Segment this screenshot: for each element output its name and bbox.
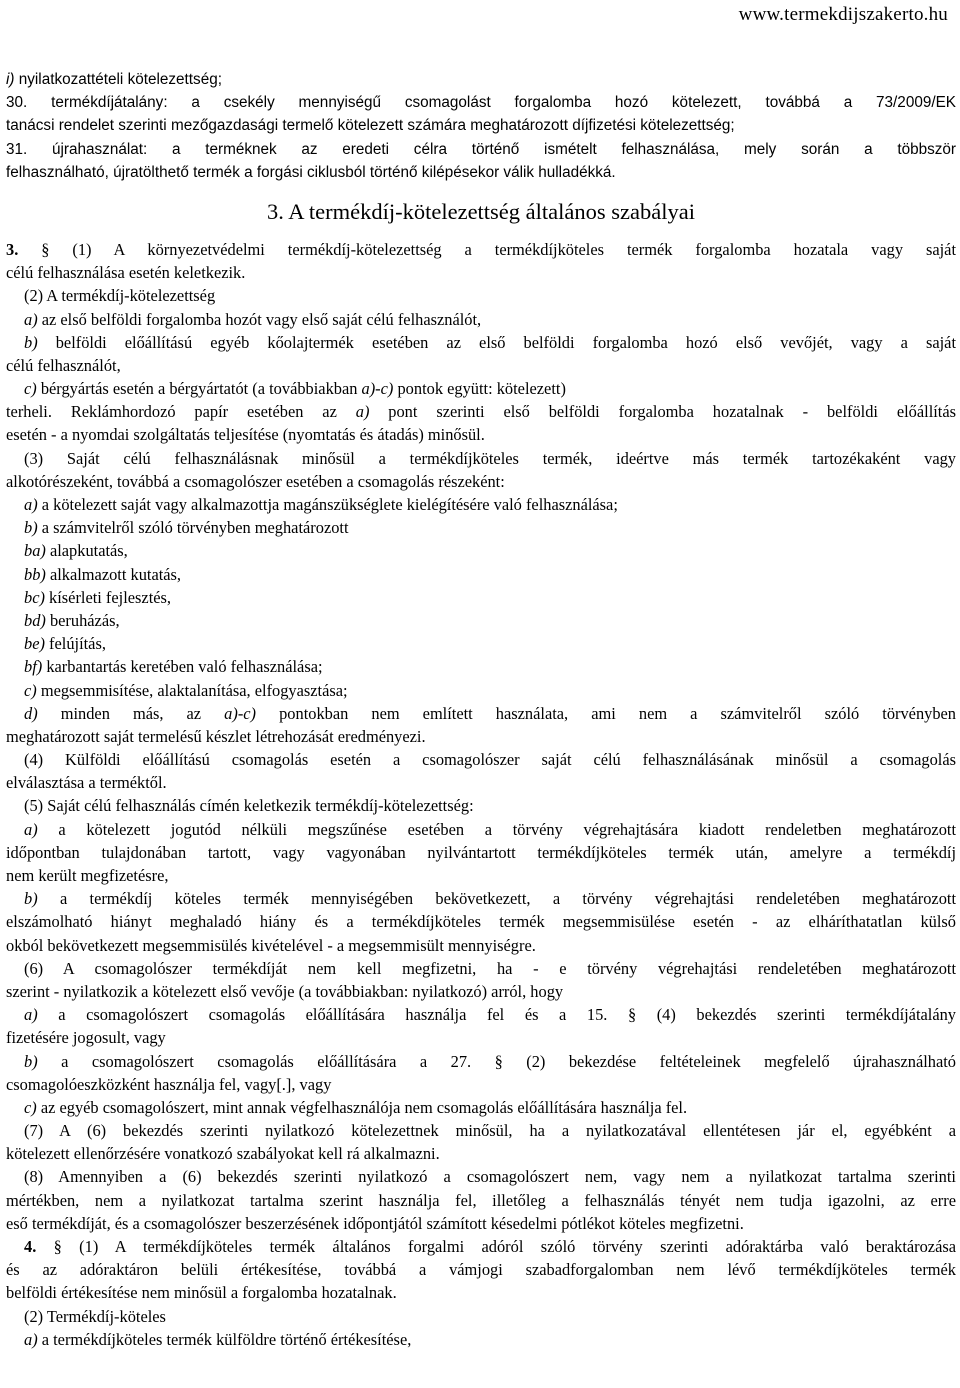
item-label: bc) (24, 587, 45, 607)
text-line (6, 1189, 956, 1212)
line-text: alapkutatás, (45, 541, 128, 561)
line-text: pontok együtt: kötelezett) (393, 379, 566, 399)
line-text: a csomagolószert csomagolás előállítására használja fel és a 15. § (4) bekezdés szerinti termékdíjátalány (37, 1005, 956, 1025)
text-line (6, 308, 956, 331)
text-line (6, 400, 956, 423)
line-text: nem került megfizetésre, (6, 866, 169, 885)
text-line (6, 1165, 956, 1188)
line-text: a termékdíjköteles termék külföldre történő értékesítése, (37, 1329, 412, 1349)
line-text: kísérleti fejlesztés, (44, 587, 172, 607)
text-line (6, 1096, 956, 1119)
line-text: okból bekövetkezett megsemmisülés kivételével - a megsemmisült mennyiségre. (6, 935, 536, 955)
item-label: b) (24, 1051, 38, 1071)
item-label: c) (24, 379, 37, 399)
line-text: esetén - a nyomdai szolgáltatás teljesítése (nyomtatás és átadás) minősül. (6, 425, 485, 445)
item-label: a)-c) (224, 703, 257, 723)
item-label: ba) (24, 541, 46, 561)
text-line (6, 1050, 956, 1073)
text-line (6, 563, 956, 586)
text-line (6, 980, 956, 1003)
line-text: elszámolható hiányt meghaladó hiány és a termékdíjköteles termék megsemmisülése esetén - az elháríthatatlan külső (6, 912, 956, 932)
item-label: b) (24, 332, 38, 352)
line-text: a kötelezett saját vagy alkalmazottja magánszükséglete kielégítésére való felhasználása; (37, 495, 618, 514)
item-label: bd) (24, 610, 46, 630)
item-label: b) (24, 889, 38, 909)
line-text: pontokban nem említett használata, ami nem a számvitelről szóló törvényben (256, 703, 957, 723)
text-line (6, 284, 956, 307)
line-text: (3) Saját célú felhasználásnak minősül a termékdíjköteles termék, ideértve más termék tartozékaként vagy (24, 448, 956, 468)
text-line (6, 1328, 956, 1351)
line-text: megsemmisítése, alaktalanítása, elfogyasztása; (36, 680, 348, 700)
text-line (6, 354, 956, 377)
line-text: időpontban tulajdonában tartott, vagy vagyonában nyilvántartott termékdíjköteles termék után, amelyre a termékdíj (6, 842, 956, 862)
text-line (6, 748, 956, 771)
line-text: a számvitelről szóló törvényben meghatározott (37, 518, 349, 538)
text-line (6, 910, 956, 933)
line-text: alkotórészeként, továbbá a csomagolószer esetében a csomagolás részeként: (6, 471, 505, 491)
item-label: bf) (24, 657, 43, 677)
definition-30-cont: tanácsi rendelet szerinti mezőgazdasági termelő kötelezett számára meghatározott díjfizetési kötelezettség; (6, 117, 735, 135)
line-text: mértékben, nem a nyilatkozat tartalma szerint használja fel, illetőleg a felhasználás tényét nem tudja igazolni, az erre (6, 1190, 956, 1210)
text-line (6, 887, 956, 910)
text-line (6, 655, 956, 678)
line-text: § (1) A környezetvédelmi termékdíj-kötelezettség a termékdíjköteles termék forgalomba hozatala vagy saját (18, 239, 956, 259)
text-line (6, 609, 956, 632)
line-text: meghatározott saját termelésű készlet létrehozását eredményezi. (6, 726, 426, 746)
line-text: a termékdíj köteles termék mennyiségében bekövetkezett, a törvény végrehajtási rendeletében meghatározott (37, 889, 956, 909)
text-line (6, 539, 956, 562)
item-label: b) (24, 518, 38, 538)
line-text: szerint - nyilatkozik a kötelezett első vevője (a továbbiakban: nyilatkozó) arról, hogy (6, 981, 564, 1001)
text-line (6, 1258, 956, 1281)
text-line (6, 1235, 956, 1258)
line-text: pont szerinti első belföldi forgalomba hozatalnak - belföldi előállítás (369, 402, 957, 422)
line-text: a kötelezett jogutód nélküli megszűnése esetében a törvény végrehajtására kiadott rendeletben meghatározott (37, 819, 956, 839)
text-line (6, 632, 956, 655)
line-text: belföldi értékesítése nem minősül a forgalomba hozatalnak. (6, 1283, 397, 1303)
line-text: karbantartás keretében való felhasználása; (42, 657, 323, 677)
text-line (6, 679, 956, 702)
line-text: (7) A (6) bekezdés szerinti nyilatkozó kötelezettnek minősül, ha a nyilatkozatával ellentétesen jár el, egyébként a (24, 1121, 956, 1141)
text-line (6, 702, 956, 725)
item-label: a) (24, 495, 38, 514)
paragraph-number: 3. (6, 239, 19, 259)
text-line (6, 841, 956, 864)
text-line (6, 864, 956, 887)
document-body (6, 68, 956, 1351)
item-label: a) (355, 402, 370, 422)
item-label: c) (24, 1097, 37, 1117)
text-line (6, 516, 956, 539)
text-line (6, 238, 956, 261)
line-text: terheli. Reklámhordozó papír esetében az (6, 402, 356, 422)
text-line (6, 377, 956, 400)
text-line (6, 493, 956, 516)
text-line (6, 1026, 956, 1049)
line-text: és az adóraktáron belüli értékesítése, továbbá a vámjogi szabadforgalomban nem lévő termékdíjköteles termék (6, 1260, 956, 1280)
text-line (6, 586, 956, 609)
item-label: d) (24, 703, 38, 723)
text-line (6, 818, 956, 841)
paragraph-number: 4. (24, 1237, 37, 1256)
line-text: a csomagolószert csomagolás előállítására a 27. § (2) bekezdése feltételeinek megfelelő újrahasználható (37, 1051, 956, 1071)
text-line (6, 1119, 956, 1142)
text-line (6, 1073, 956, 1096)
line-text: § (1) A termékdíjköteles termék általános forgalmi adóról szóló törvény szerinti adóraktárba való beraktározása (36, 1237, 956, 1256)
text-line (6, 331, 956, 354)
item-label: a) (24, 1005, 38, 1025)
definition-30: 30. termékdíjátalány: a csekély mennyiségű csomagolást forgalomba hozó kötelezett, továbbá a 73/2009/EK (6, 94, 956, 112)
line-text: belföldi előállítású egyéb kőolajtermék esetében az első belföldi forgalomba hozó első vevőjét, vagy a saját (37, 332, 956, 352)
line-text: az első belföldi forgalomba hozót vagy első saját célú felhasználót, (37, 309, 482, 329)
definition-31-cont: felhasználható, újratölthető termék a forgási ciklusból történő kilépésekor válik hulladékká. (6, 163, 616, 181)
site-url-header: www.termekdijszakerto.hu (738, 4, 948, 25)
line-text: minden más, az (37, 703, 225, 723)
item-label: be) (24, 634, 45, 654)
line-text: kötelezett ellenőrzésére vonatkozó szabályokat kell rá alkalmazni. (6, 1144, 440, 1164)
line-text: eső termékdíját, és a csomagolószer beszerzésének időpontjától számított késedelmi pótlékot köteles megfizetni. (6, 1213, 744, 1233)
item-label: bb) (24, 564, 46, 584)
item-label: i) (6, 71, 15, 88)
line-text: az egyéb csomagolószert, mint annak végfelhasználója nem csomagolás előállítására használja fel. (36, 1097, 688, 1117)
text-line (6, 1212, 956, 1235)
text-line (6, 423, 956, 446)
text-line (6, 1142, 956, 1165)
item-label: a) (24, 819, 38, 839)
line-text: célú felhasználása esetén keletkezik. (6, 263, 246, 283)
item-label: a)-c) (361, 379, 394, 399)
text-line (6, 447, 956, 470)
item-label: a) (24, 1329, 38, 1349)
line-text: (4) Külföldi előállítású csomagolás esetén a csomagolószer saját célú felhasználásának minősül a csomagolás (24, 750, 956, 770)
definition-i: i) nyilatkozattételi kötelezettség; (6, 71, 222, 88)
paragraph-block (6, 238, 956, 1351)
text-line (6, 1305, 956, 1328)
section-heading: 3. A termékdíj-kötelezettség általános szabályai (267, 198, 695, 224)
line-text: elválasztása a terméktől. (6, 773, 167, 793)
text-line (6, 771, 956, 794)
line-text: célú felhasználót, (6, 355, 121, 375)
text-line (6, 934, 956, 957)
line-text: (5) Saját célú felhasználás címén keletkezik termékdíj-kötelezettség: (24, 796, 474, 816)
line-text: (2) A termékdíj-kötelezettség (24, 286, 216, 306)
line-text: beruházás, (45, 610, 120, 630)
text-line (6, 794, 956, 817)
line-text: fizetésére jogosult, vagy (6, 1028, 166, 1048)
line-text: felújítás, (44, 634, 106, 654)
item-label: a) (24, 309, 38, 329)
definition-31: 31. újrahasználat: a terméknek az eredeti célra történő ismételt felhasználása, mely során a többször (6, 140, 956, 158)
line-text: (2) Termékdíj-köteles (24, 1306, 166, 1326)
line-text: alkalmazott kutatás, (45, 564, 182, 584)
line-text: bérgyártás esetén a bérgyártatót (a továbbiakban (36, 379, 362, 399)
text-line (6, 1003, 956, 1026)
line-text: (6) A csomagolószer termékdíját nem kell megfizetni, ha - e törvény végrehajtási rendeletében meghatározott (24, 958, 956, 978)
line-text: (8) Amennyiben a (6) bekezdés szerinti nyilatkozó a csomagolószert nem, vagy nem a nyilatkozat tartalma szerinti (24, 1167, 956, 1187)
text-line (6, 1281, 956, 1304)
text-line (6, 957, 956, 980)
text-line (6, 261, 956, 284)
text-line (6, 470, 956, 493)
item-label: c) (24, 680, 37, 700)
text-line (6, 725, 956, 748)
line-text: csomagolóeszközként használja fel, vagy[.], vagy (6, 1074, 332, 1094)
